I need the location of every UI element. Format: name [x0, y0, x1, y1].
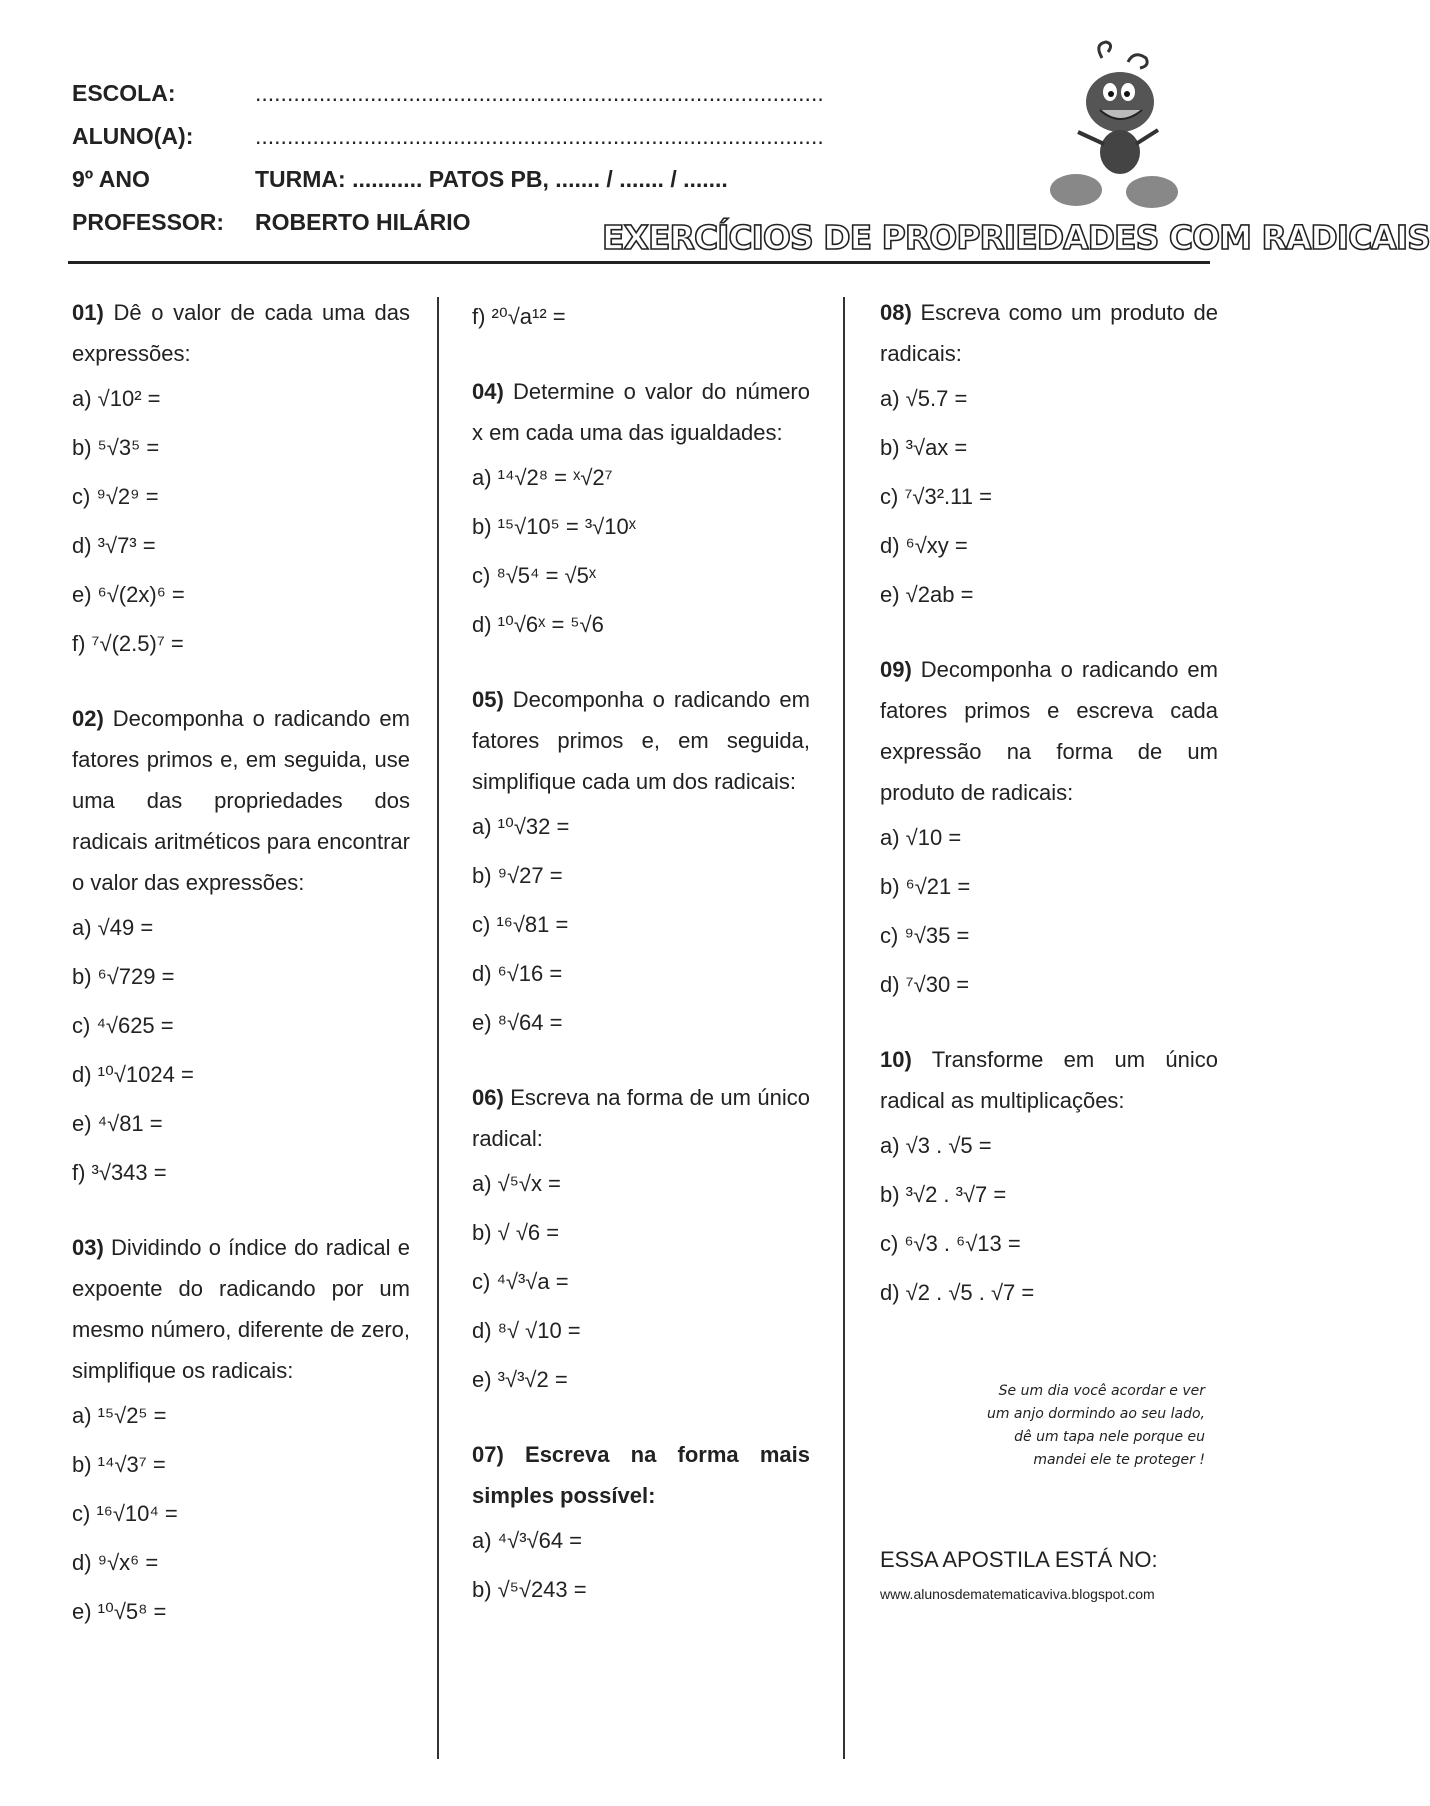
question-number: 06)	[472, 1085, 504, 1110]
question-08	[880, 292, 1218, 619]
list-item: a) √49 =	[72, 915, 154, 940]
question-06	[472, 1077, 810, 1404]
question-05	[472, 679, 810, 1047]
question-10	[880, 1039, 1218, 1317]
list-item: f) ³√343 =	[72, 1160, 167, 1185]
aluno-field: .........................................................................................	[255, 123, 824, 149]
question-text: Transforme em um único radical as multiplicações:	[880, 1047, 1218, 1113]
question-03	[72, 1227, 410, 1636]
question-02-statement	[72, 698, 410, 903]
list-item: b) ⁵√3⁵ =	[72, 435, 160, 460]
list-item: d) ³√7³ =	[72, 533, 156, 558]
question-number: 05)	[472, 687, 504, 712]
list-item: f) ⁷√(2.5)⁷ =	[72, 631, 184, 656]
list-item: e) ⁸√64 =	[472, 1010, 563, 1035]
list-item: e) ⁶√(2x)⁶ =	[72, 582, 185, 607]
list-item: c) ⁷√3².11 =	[880, 484, 992, 509]
list-item: a) ¹⁵√2⁵ =	[72, 1403, 167, 1428]
column-3	[880, 292, 1218, 1317]
list-item: b) ⁹√27 =	[472, 863, 563, 888]
question-04-statement	[472, 371, 810, 453]
list-item: d) ⁹√x⁶ =	[72, 1550, 159, 1575]
list-item: a) √10² =	[72, 386, 161, 411]
question-number: 01)	[72, 300, 104, 325]
list-item: a) √10 =	[880, 825, 962, 850]
quote-line: Se um dia você acordar e ver	[998, 1383, 1205, 1399]
list-item: b) ¹⁴√3⁷ =	[72, 1452, 166, 1477]
list-item: b) √⁵√243 =	[472, 1577, 587, 1602]
question-text: Decomponha o radicando em fatores primos e escreva cada expressão na forma de um produto de radicais:	[880, 657, 1218, 805]
quote-line: dê um tapa nele porque eu	[1014, 1429, 1205, 1445]
question-number: 04)	[472, 379, 504, 404]
question-08-statement	[880, 292, 1218, 374]
list-item: c) ¹⁶√81 =	[472, 912, 569, 937]
aluno-row	[72, 115, 824, 158]
ano-row	[72, 158, 824, 201]
list-item: c) ⁹√35 =	[880, 923, 970, 948]
list-item: e) ⁴√81 =	[72, 1111, 163, 1136]
question-text: Escreva como um produto de radicais:	[880, 300, 1218, 366]
quote-line: mandei ele te proteger !	[1033, 1452, 1205, 1468]
question-text: Determine o valor do número x em cada uma das igualdades:	[472, 379, 810, 445]
question-04	[472, 371, 810, 649]
list-item: b) ⁶√729 =	[72, 964, 175, 989]
list-item: a) √3 . √5 =	[880, 1133, 992, 1158]
question-05-statement	[472, 679, 810, 802]
quote-line: um anjo dormindo ao seu lado,	[986, 1406, 1205, 1422]
list-item: b) ¹⁵√10⁵ = ³√10ˣ	[472, 514, 636, 539]
list-item: c) ⁸√5⁴ = √5ˣ	[472, 563, 597, 588]
question-number: 03)	[72, 1235, 104, 1260]
question-03-continued	[472, 292, 810, 341]
list-item: d) √2 . √5 . √7 =	[880, 1280, 1035, 1305]
question-01	[72, 292, 410, 668]
professor-label: PROFESSOR:	[72, 209, 225, 235]
apostila-label: ESSA APOSTILA ESTÁ NO:	[880, 1547, 1158, 1572]
list-item: c) ¹⁶√10⁴ =	[72, 1501, 178, 1526]
escola-row	[72, 72, 824, 115]
question-text: Escreva na forma de um único radical:	[472, 1085, 810, 1151]
turma-field: TURMA: ........... PATOS PB, ....... / ....... / .......	[255, 166, 728, 192]
list-item: c) ⁹√2⁹ =	[72, 484, 159, 509]
question-06-statement	[472, 1077, 810, 1159]
question-text: Decomponha o radicando em fatores primos e, em seguida, simplifique cada um dos radicais:	[472, 687, 810, 794]
list-item: b) √ √6 =	[472, 1220, 560, 1245]
aluno-label: ALUNO(A):	[72, 123, 194, 149]
professor-name: ROBERTO HILÁRIO	[255, 209, 471, 235]
list-item: c) ⁴√625 =	[72, 1013, 174, 1038]
question-number: 10)	[880, 1047, 912, 1072]
ant-mascot-icon	[1040, 40, 1200, 210]
list-item: d) ¹⁰√6ˣ = ⁵√6	[472, 612, 604, 637]
question-09	[880, 649, 1218, 1009]
escola-field: .........................................................................................	[255, 80, 824, 106]
list-item: c) ⁴√³√a =	[472, 1269, 569, 1294]
question-text: Escreva na forma mais simples possível:	[472, 1442, 810, 1508]
question-10-statement	[880, 1039, 1218, 1121]
list-item: d) ⁶√16 =	[472, 961, 563, 986]
question-07-statement	[472, 1434, 810, 1516]
question-03-statement	[72, 1227, 410, 1391]
list-item: a) √5.7 =	[880, 386, 968, 411]
header-divider	[68, 261, 1210, 264]
list-item: b) ⁶√21 =	[880, 874, 971, 899]
list-item: b) ³√2 . ³√7 =	[880, 1182, 1007, 1207]
list-item: d) ⁸√ √10 =	[472, 1318, 581, 1343]
question-number: 07)	[472, 1442, 504, 1467]
list-item: e) ³√³√2 =	[472, 1367, 568, 1392]
column-2	[472, 292, 810, 1614]
question-text: Decomponha o radicando em fatores primos e, em seguida, use uma das propriedades dos radicais aritméticos para encontrar o valor das expressões:	[72, 706, 410, 895]
question-text: Dividindo o índice do radical e expoente do radicando por um mesmo número, diferente de zero, simplifique os radicais:	[72, 1235, 410, 1383]
list-item: c) ⁶√3 . ⁶√13 =	[880, 1231, 1021, 1256]
column-divider-2	[843, 297, 845, 1759]
list-item: d) ⁷√30 =	[880, 972, 970, 997]
escola-label: ESCOLA:	[72, 80, 176, 106]
list-item: b) ³√ax =	[880, 435, 968, 460]
question-number: 09)	[880, 657, 912, 682]
ano-label: 9º ANO	[72, 166, 150, 192]
blog-url: www.alunosdematematicaviva.blogspot.com	[880, 1586, 1155, 1602]
column-1	[72, 292, 410, 1636]
list-item: a) ¹⁰√32 =	[472, 814, 570, 839]
list-item: a) ¹⁴√2⁸ = ˣ√2⁷	[472, 465, 613, 490]
question-09-statement	[880, 649, 1218, 813]
question-01-statement	[72, 292, 410, 374]
list-item: d) ¹⁰√1024 =	[72, 1062, 194, 1087]
question-number: 08)	[880, 300, 912, 325]
quote-block	[955, 1380, 1205, 1472]
list-item: a) ⁴√³√64 =	[472, 1528, 583, 1553]
question-number: 02)	[72, 706, 104, 731]
column-divider-1	[437, 297, 439, 1759]
worksheet-title: EXERCÍCIOS DE PROPRIEDADES COM RADICAIS	[602, 218, 1430, 257]
question-02	[72, 698, 410, 1197]
list-item: d) ⁶√xy =	[880, 533, 968, 558]
list-item: e) √2ab =	[880, 582, 974, 607]
question-text: Dê o valor de cada uma das expressões:	[72, 300, 410, 366]
list-item: e) ¹⁰√5⁸ =	[72, 1599, 167, 1624]
list-item: f) ²⁰√a¹² =	[472, 304, 566, 329]
list-item: a) √⁵√x =	[472, 1171, 561, 1196]
question-07	[472, 1434, 810, 1614]
